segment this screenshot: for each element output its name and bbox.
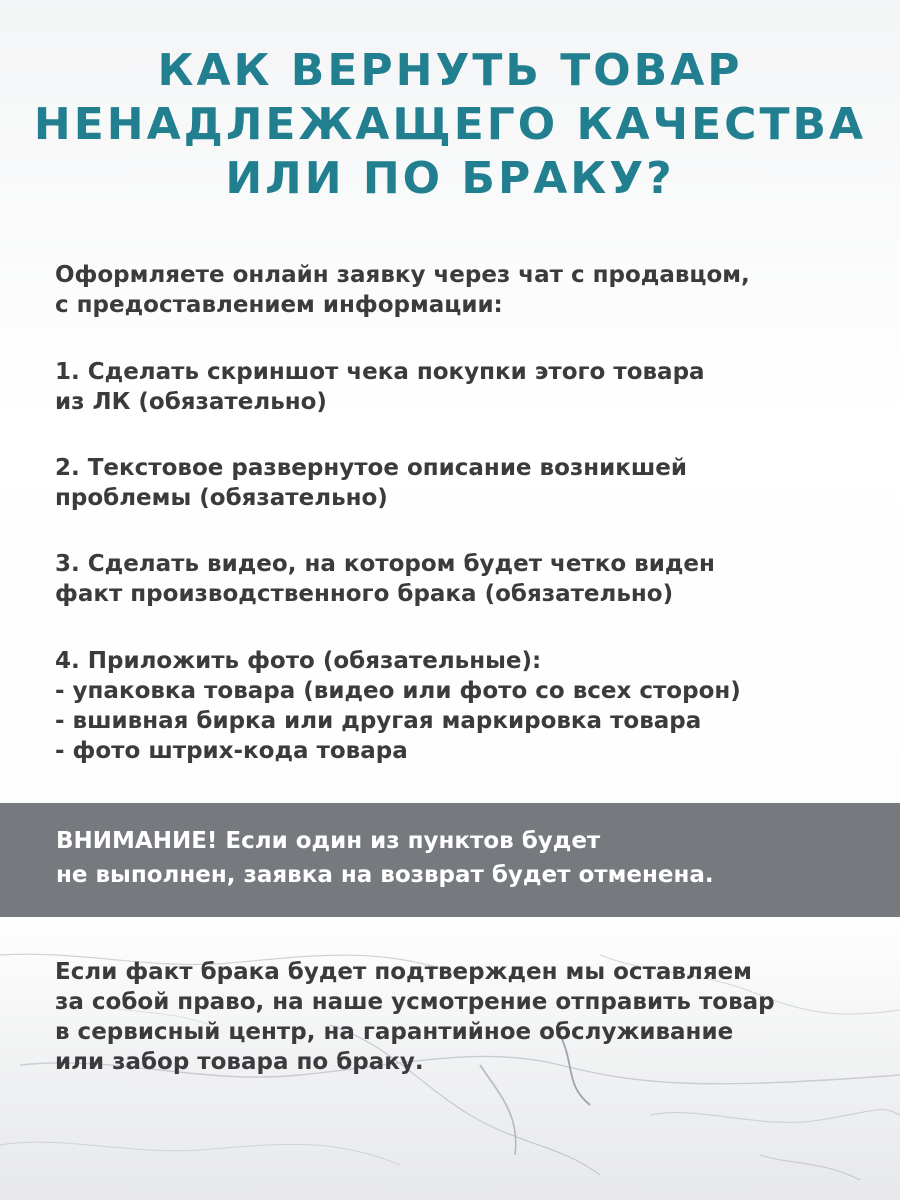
warning-line-1: ВНИМАНИЕ! Если один из пунктов будет [56,828,601,854]
title-line-1: КАК ВЕРНУТЬ ТОВАР [157,45,743,96]
step-2-line-1: 2. Текстовое развернутое описание возникшей [55,455,688,481]
step-4 [55,646,865,766]
step-4-bullet-1: - упаковка товара (видео или фото со всех сторон) [55,678,741,704]
intro-line-2: с предоставлением информации: [55,292,503,318]
page-title [0,44,900,206]
footer-paragraph [55,957,865,1077]
footer-line-3: в сервисный центр, на гарантийное обслуживание [55,1019,734,1045]
footer-line-4: или забор товара по браку. [55,1049,424,1075]
step-3-line-1: 3. Сделать видео, на котором будет четко виден [55,551,715,577]
step-4-line-1: 4. Приложить фото (обязательные): [55,648,542,674]
title-line-2: НЕНАДЛЕЖАЩЕГО КАЧЕСТВА [33,99,867,150]
step-1-line-1: 1. Сделать скриншот чека покупки этого товара [55,359,705,385]
step-4-bullet-2: - вшивная бирка или другая маркировка товара [55,708,702,734]
step-2-line-2: проблемы (обязательно) [55,485,388,511]
intro-paragraph [55,260,865,320]
warning-line-2: не выполнен, заявка на возврат будет отменена. [56,862,714,888]
footer-line-2: за собой право, на наше усмотрение отправить товар [55,989,775,1015]
intro-line-1: Оформляете онлайн заявку через чат с продавцом, [55,262,750,288]
footer-line-1: Если факт брака будет подтвержден мы оставляем [55,959,752,985]
step-1-line-2: из ЛК (обязательно) [55,389,327,415]
step-1 [55,357,865,417]
warning-text [56,824,714,892]
title-line-3: ИЛИ ПО БРАКУ? [225,153,675,204]
step-3 [55,549,865,609]
step-4-bullet-3: - фото штрих-кода товара [55,738,408,764]
step-3-line-2: факт производственного брака (обязательно) [55,581,674,607]
step-2 [55,453,865,513]
warning-banner [0,803,900,917]
